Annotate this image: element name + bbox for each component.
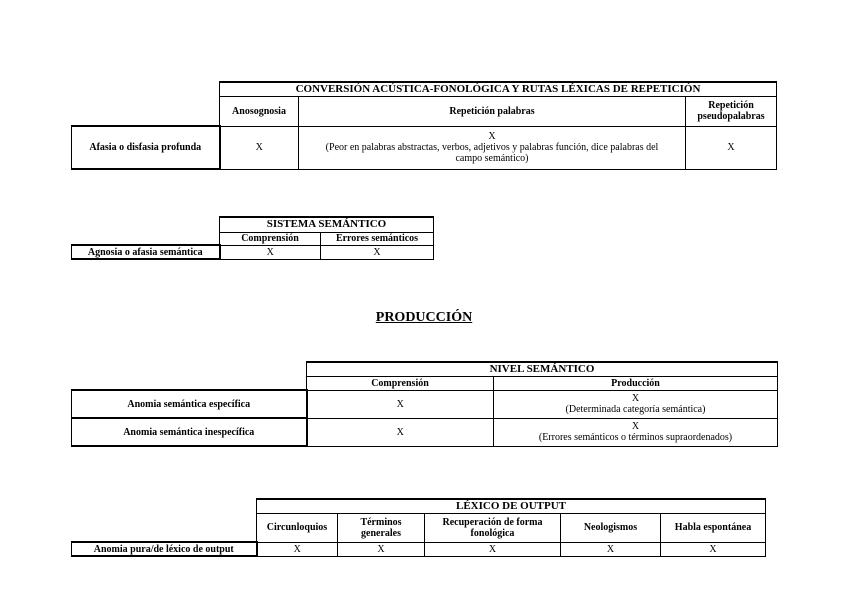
table-semantic-system <box>71 216 434 260</box>
cell-produccion <box>494 418 778 446</box>
cell-neologismos: X <box>561 542 661 556</box>
cell-repeticion-pseudopalabras: X <box>686 126 777 169</box>
cell-habla: X <box>661 542 766 556</box>
cell-comprension: X <box>307 418 494 446</box>
row-label-agnosia: Agnosia o afasia semántica <box>72 245 220 259</box>
cell-mark: X <box>631 393 640 404</box>
cell-recuperacion: X <box>425 542 561 556</box>
row-label-afasia-profunda: Afasia o disfasia profunda <box>72 126 220 169</box>
cell-comprension: X <box>307 390 494 418</box>
cell-note: (Errores semánticos o términos supraordenados) <box>538 432 733 443</box>
cell-note: (Determinada categoría semántica) <box>565 404 706 415</box>
cell-circunloquios: X <box>257 542 338 556</box>
header-circunloquios: Circunloquios <box>257 513 338 542</box>
cell-note: (Peor en palabras abstractas, verbos, adjetivos y palabras función, dice palabras del campo semántico) <box>325 142 659 164</box>
header-repeticion-pseudopalabras: Repetición pseudopalabras <box>686 96 777 126</box>
table-output-lexicon <box>71 498 766 557</box>
table3-title: NIVEL SEMÁNTICO <box>307 362 778 376</box>
table2-title: SISTEMA SEMÁNTICO <box>220 217 434 232</box>
header-comprension: Comprensión <box>220 232 321 245</box>
cell-mark: X <box>631 421 640 432</box>
cell-repeticion-palabras <box>299 126 686 169</box>
header-repeticion-palabras: Repetición palabras <box>299 96 686 126</box>
header-terminos-generales: Términos generales <box>338 513 425 542</box>
cell-mark: X <box>488 131 496 142</box>
table-acoustic-phonological <box>71 81 777 170</box>
table4-title: LÉXICO DE OUTPUT <box>257 499 766 513</box>
header-anosognosia: Anosognosia <box>220 96 299 126</box>
header-neologismos: Neologismos <box>561 513 661 542</box>
table1-title: CONVERSIÓN ACÚSTICA-FONOLÓGICA Y RUTAS LÉXICAS DE REPETICIÓN <box>220 82 777 96</box>
cell-produccion <box>494 390 778 418</box>
header-comprension: Comprensión <box>307 376 494 390</box>
header-recuperacion: Recuperación de forma fonológica <box>425 513 561 542</box>
section-heading: PRODUCCIÓN <box>375 310 473 325</box>
table-semantic-level <box>71 361 778 447</box>
header-errores-semanticos: Errores semánticos <box>321 232 434 245</box>
header-produccion: Producción <box>494 376 778 390</box>
header-habla-espontanea: Habla espontánea <box>661 513 766 542</box>
row-label-anomia-especifica: Anomia semántica específica <box>72 390 307 418</box>
cell-errores: X <box>321 245 434 259</box>
row-label-anomia-pura: Anomia pura/de léxico de output <box>72 542 257 556</box>
cell-terminos: X <box>338 542 425 556</box>
cell-comprension: X <box>220 245 321 259</box>
cell-anosognosia: X <box>220 126 299 169</box>
row-label-anomia-inespecifica: Anomia semántica inespecífica <box>72 418 307 446</box>
